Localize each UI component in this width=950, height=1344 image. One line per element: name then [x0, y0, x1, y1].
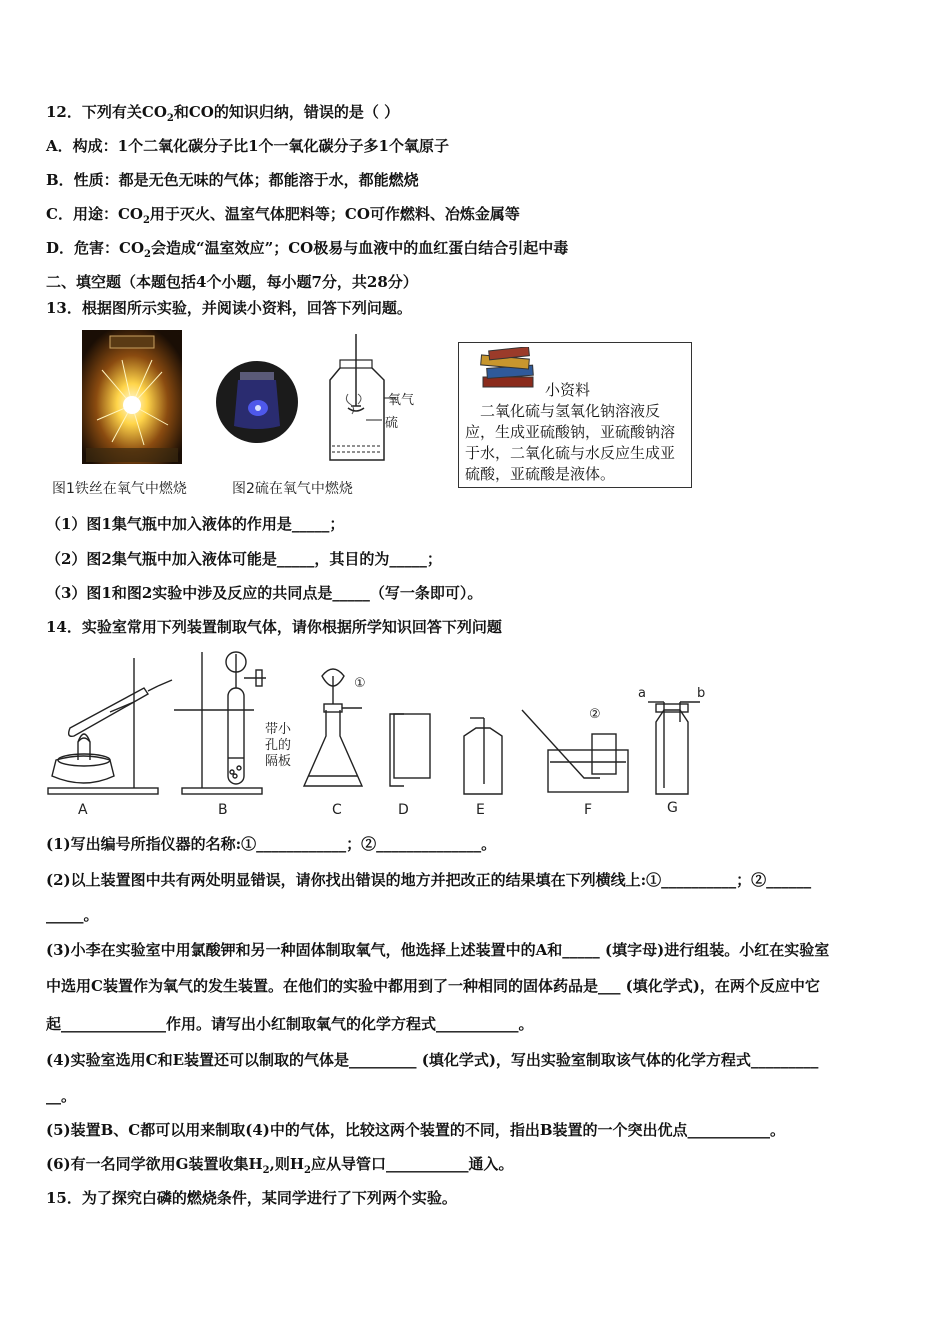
label-partition: 带小孔的隔板 [265, 722, 292, 769]
q14-stem: 14．实验室常用下列装置制取气体，请你根据所学知识回答下列问题 [46, 618, 502, 636]
q14-part5: (5)装置B、C都可以用来制取(4)中的气体，比较这两个装置的不同，指出B装置的一个突出优点___________。 [46, 1121, 786, 1139]
q14-part4-line2: __。 [46, 1087, 77, 1105]
apparatus-diagram [44, 648, 724, 798]
q14-part3-line1: (3)小李在实验室中用氯酸钾和另一种固体制取氧气，他选择上述装置中的A和_____ (填字母)进行组装。小红在实验室 [46, 941, 830, 959]
label-b: b [697, 686, 706, 701]
apparatus-label-g: G [667, 800, 678, 816]
apparatus-label-b: B [218, 802, 228, 818]
q14-part2-line2: _____。 [46, 906, 99, 924]
label-circle-1: ① [354, 676, 366, 691]
iron-wire-burning-photo [82, 330, 182, 464]
apparatus-label-c: C [332, 802, 342, 818]
apparatus-label-e: E [476, 802, 485, 818]
fig1-caption: 图1铁丝在氧气中燃烧 [52, 481, 187, 497]
sulfur-burning-photo [214, 360, 300, 444]
q12-option-c: C．用途：$CO_2$用于灭火、温室气体肥料等；CO可作燃料、冶炼金属等 [46, 205, 520, 226]
q14-part1: (1)写出编号所指仪器的名称:①____________；②______________。 [46, 835, 497, 853]
label-sulfur: 硫 [385, 416, 399, 431]
q12-option-a: A．构成：1个二氧化碳分子比1个一氧化碳分子多1个氧原子 [46, 137, 449, 155]
info-note-box [458, 342, 692, 488]
q13-sub3: （3）图1和图2实验中涉及反应的共同点是_____（写一条即可）。 [46, 584, 483, 602]
q12-option-d: D．危害：$CO_2$会造成“温室效应”；CO极易与血液中的血红蛋白结合引起中毒 [46, 239, 569, 260]
books-icon [477, 347, 541, 395]
apparatus-label-f: F [584, 802, 593, 818]
q14-part4-line1: (4)实验室选用C和E装置还可以制取的气体是_________ (填化学式)，写出实验室制取该气体的化学方程式_________ [46, 1051, 819, 1069]
note-title: 小资料 [545, 381, 591, 399]
apparatus-label-a: A [78, 802, 88, 818]
q15-stem: 15．为了探究白磷的燃烧条件，某同学进行了下列两个实验。 [46, 1189, 457, 1207]
apparatus-label-d: D [398, 802, 409, 818]
q14-part3-line3: 起______________作用。请写出小红制取氧气的化学方程式___________。 [46, 1015, 534, 1033]
q13-sub1: （1）图1集气瓶中加入液体的作用是_____； [46, 515, 345, 533]
q13-stem: 13．根据图所示实验，并阅读小资料，回答下列问题。 [46, 299, 412, 317]
label-a: a [638, 686, 646, 701]
q14-part6: (6)有一名同学欲用G装置收集$H_2$,则$H_2$应从导管口___________通入。 [46, 1155, 514, 1176]
q12-stem: 12．下列有关$CO_2$和CO的知识归纳，错误的是（ ） [46, 103, 400, 124]
section-heading: 二、填空题（本题包括4个小题，每小题7分，共28分） [46, 273, 418, 291]
q12-option-b: B．性质：都是无色无味的气体；都能溶于水，都能燃烧 [46, 171, 419, 189]
fig2-caption: 图2硫在氧气中燃烧 [232, 481, 353, 497]
q14-part2-line1: (2)以上装置图中共有两处明显错误，请你找出错误的地方并把改正的结果填在下列横线上:①__________；②______ [46, 871, 812, 889]
q13-sub2: （2）图2集气瓶中加入液体可能是_____，其目的为_____； [46, 550, 442, 568]
label-circle-2: ② [589, 707, 601, 722]
label-oxygen: 氧气 [388, 393, 415, 408]
q14-part3-line2: 中选用C装置作为氧气的发生装置。在他们的实验中都用到了一种相同的固体药品是___ (填化学式)，在两个反应中它 [46, 977, 820, 995]
note-body: 二氧化硫与氢氧化钠溶液反应，生成亚硫酸钠，亚硫酸钠溶于水，二氧化硫与水反应生成亚硫酸，亚硫酸是液体。 [465, 402, 676, 483]
